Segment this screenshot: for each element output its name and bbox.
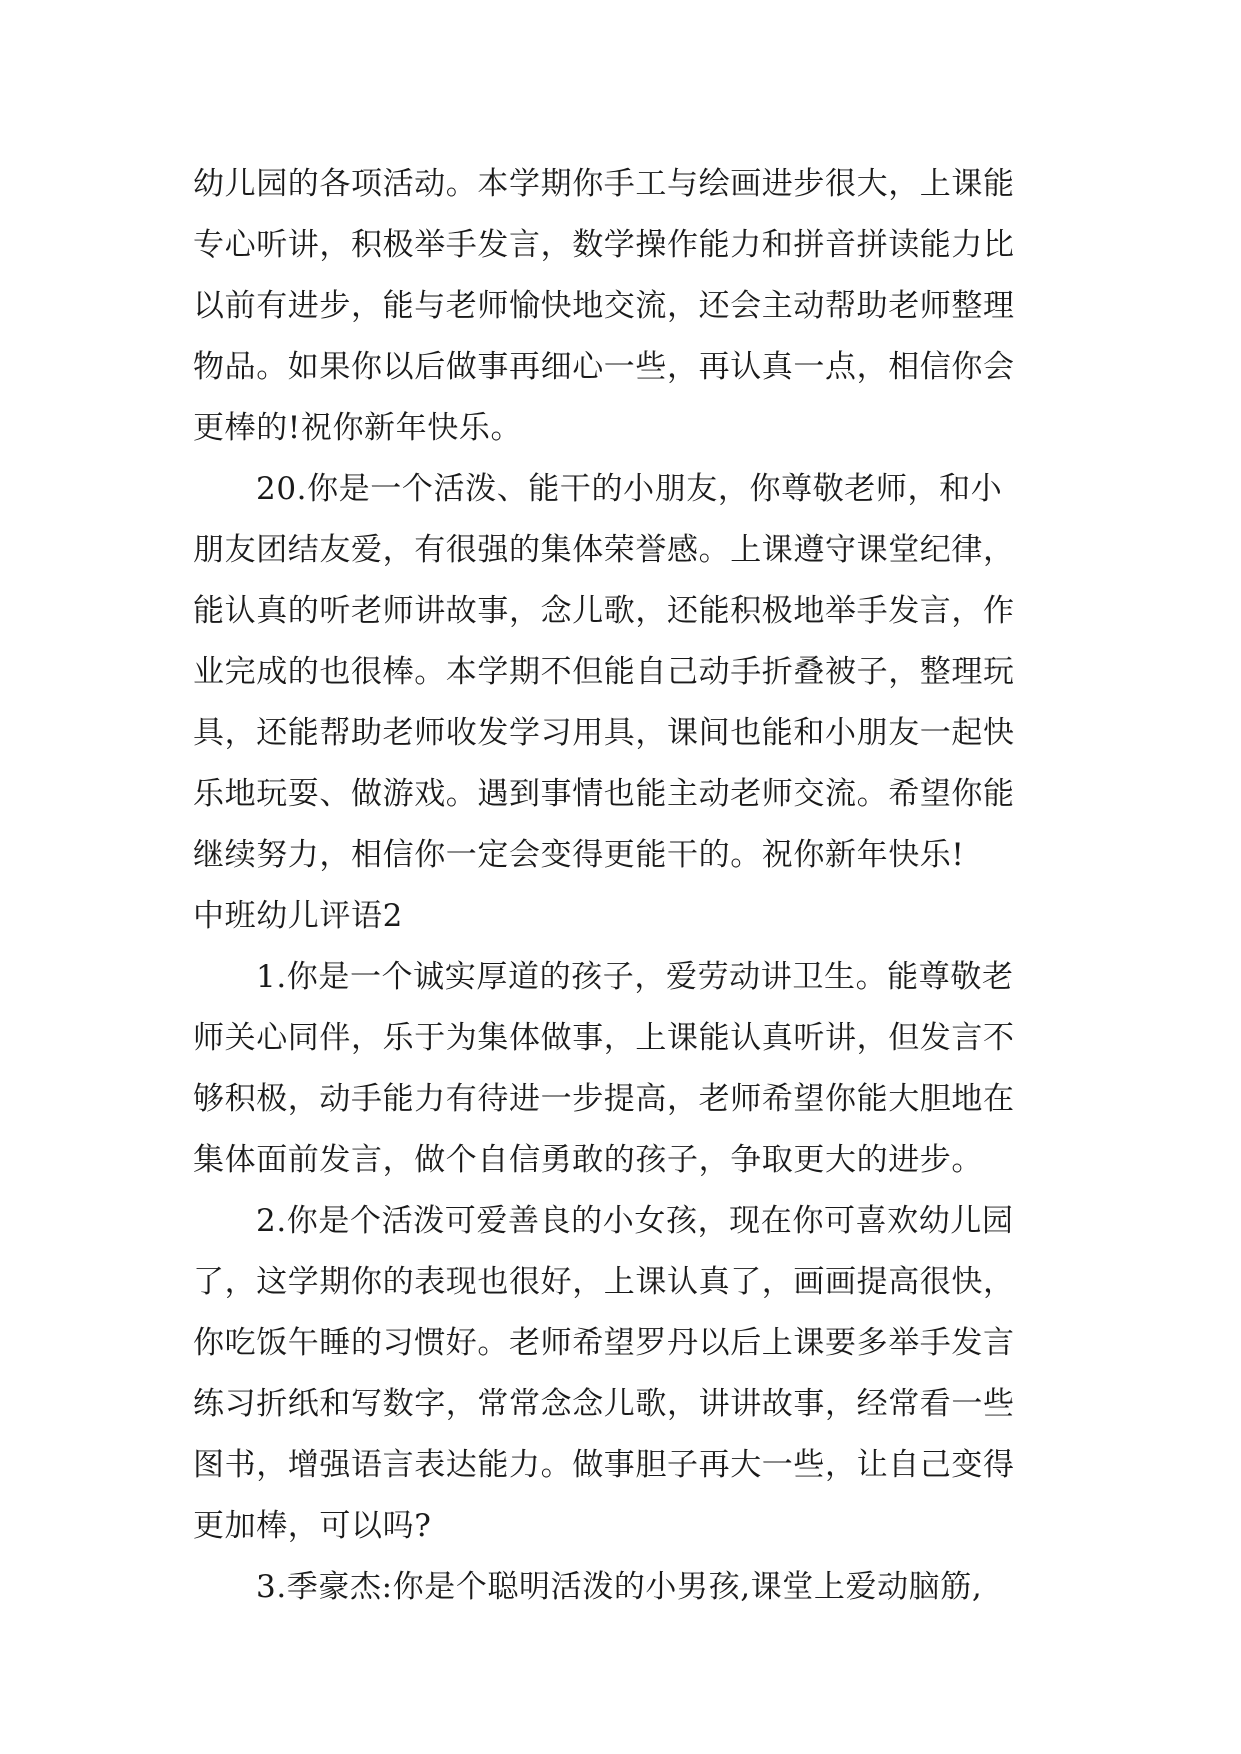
text-line: 够积极，动手能力有待进一步提高，老师希望你能大胆地在	[193, 1081, 1015, 1117]
text-line: 图书，增强语言表达能力。做事胆子再大一些，让自己变得	[193, 1447, 1015, 1483]
text-line: 以前有进步，能与老师愉快地交流，还会主动帮助老师整理	[193, 288, 1015, 324]
text-line: 师关心同伴，乐于为集体做事，上课能认真听讲，但发言不	[193, 1020, 1015, 1056]
text-line: 乐地玩耍、做游戏。遇到事情也能主动老师交流。希望你能	[193, 776, 1015, 812]
paragraph-start-line: 1.你是一个诚实厚道的孩子，爱劳动讲卫生。能尊敬老	[256, 959, 1014, 995]
document-body	[193, 154, 1073, 1618]
text-line: 朋友团结友爱，有很强的集体荣誉感。上课遵守课堂纪律，	[193, 532, 1015, 568]
text-line: 幼儿园的各项活动。本学期你手工与绘画进步很大，上课能	[193, 166, 1015, 202]
paragraph-start-line: 3.季豪杰:你是个聪明活泼的小男孩,课堂上爱动脑筋,	[256, 1569, 983, 1605]
section-heading: 中班幼儿评语2	[193, 898, 403, 934]
text-line: 具，还能帮助老师收发学习用具，课间也能和小朋友一起快	[193, 715, 1015, 751]
text-line: 练习折纸和写数字，常常念念儿歌，讲讲故事，经常看一些	[193, 1386, 1015, 1422]
text-line: 能认真的听老师讲故事，念儿歌，还能积极地举手发言，作	[193, 593, 1015, 629]
text-line: 你吃饭午睡的习惯好。老师希望罗丹以后上课要多举手发言	[193, 1325, 1015, 1361]
text-line: 集体面前发言，做个自信勇敢的孩子，争取更大的进步。	[193, 1142, 983, 1178]
text-line: 物品。如果你以后做事再细心一些，再认真一点，相信你会	[193, 349, 1015, 385]
text-line: 更加棒，可以吗?	[193, 1508, 432, 1544]
text-line: 业完成的也很棒。本学期不但能自己动手折叠被子，整理玩	[193, 654, 1015, 690]
text-line: 更棒的!祝你新年快乐。	[193, 410, 523, 446]
paragraph-start-line: 2.你是个活泼可爱善良的小女孩，现在你可喜欢幼儿园	[256, 1203, 1014, 1239]
text-line: 专心听讲，积极举手发言，数学操作能力和拼音拼读能力比	[193, 227, 1015, 263]
paragraph-start-line: 20.你是一个活泼、能干的小朋友，你尊敬老师，和小	[256, 471, 1003, 507]
text-line: 了，这学期你的表现也很好，上课认真了，画画提高很快，	[193, 1264, 1015, 1300]
text-line: 继续努力，相信你一定会变得更能干的。祝你新年快乐!	[193, 837, 965, 873]
